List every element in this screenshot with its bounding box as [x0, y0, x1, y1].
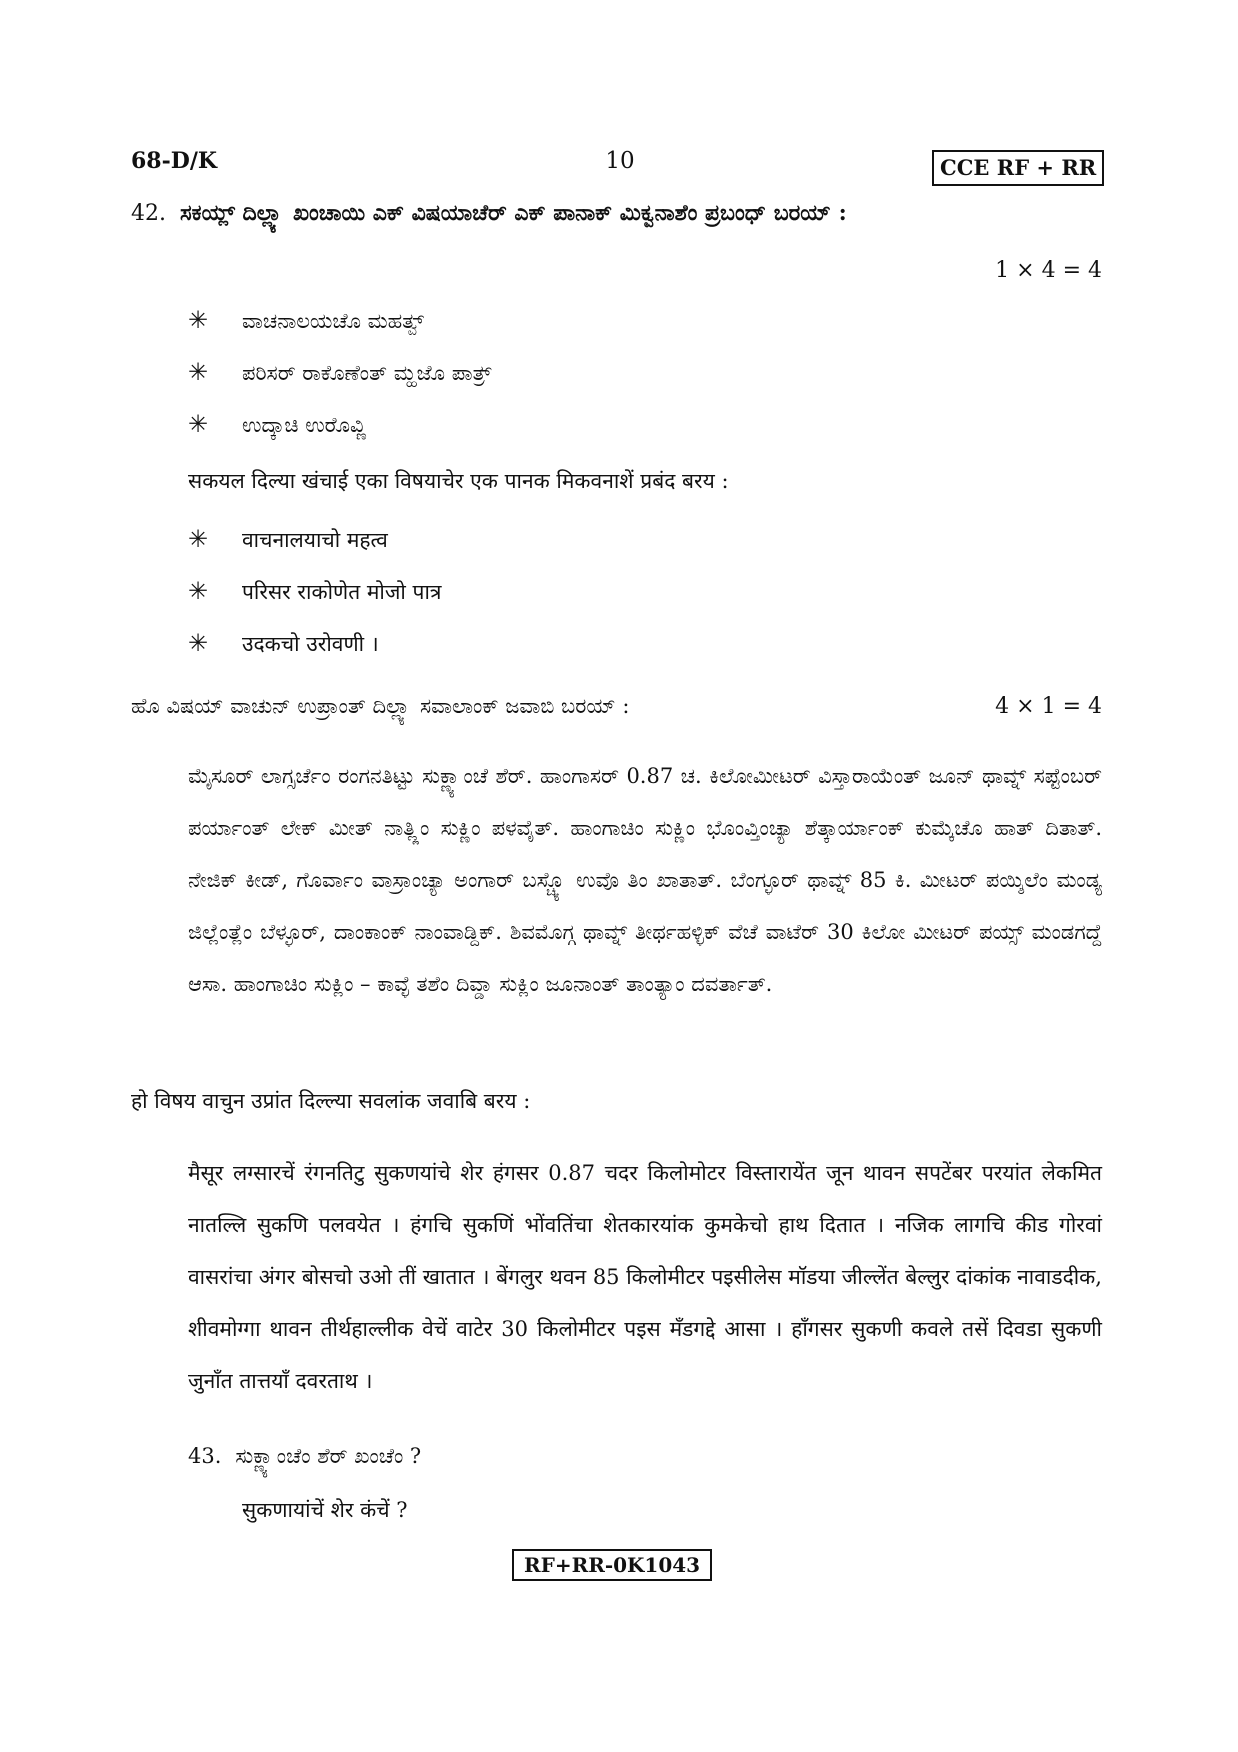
comprehension-intro-kannada: ಹೊ ವಿಷಯ್ ವಾಚುನ್ ಉಪ್ರಾಂತ್ ದಿಲ್ಲ್ಯಾ ಸವಾಲಾಂಕ್ ಜವಾಬಿ ಬರಯ್ :: [131, 694, 630, 718]
asterisk-icon: ✳: [188, 306, 209, 334]
option-item: [188, 410, 367, 438]
footer-code-box: RF+RR-0K1043: [512, 1549, 712, 1581]
paper-code: 68-D/K: [131, 148, 217, 174]
option-text: ಉದ್ಕಾಚಿ ಉರೊವ್ಣಿ: [242, 413, 367, 437]
option-text: उदकचो उरोवणी ।: [242, 632, 379, 656]
marks-q42: 1 × 4 = 4: [995, 258, 1102, 283]
option-text: वाचनालयाचो महत्व: [242, 528, 388, 552]
asterisk-icon: ✳: [188, 358, 209, 386]
asterisk-icon: ✳: [188, 629, 209, 657]
question-text: ಸುಕ್ಣ್ಯಾಂಚೆಂ ಶೆರ್ ಖಂಚೆಂ ?: [235, 1444, 422, 1468]
passage-devanagari: मैसूर लग्सारचें रंगनतिटु सुकणयांचे शेर हंगसर 0.87 चदर किलोमोटर विस्तारायेंत जून थावन सपटेंबर परयांत लेकमित नातल्लि सुकणि पलवयेत । हंगचि सुकणिं भोंवतिंचा शेतकारयांक कुमकेचो हाथ दितात । नजिक लागचि कीड गोरवां वासरांचा अंगर बोसचो उओ तीं खातात । बेंगलुर थवन 85 किलोमीटर पइसीलेस मॉडया जील्लेंत बेल्लुर दांकांक नावाडदीक, शीवमोग्गा थावन तीर्थहाल्लीक वेचें वाटेर 30 किलोमीटर पइस मँडगद्दे आसा । हाँगसर सुकणी कवले तसें दिवडा सुकणी जुनाँत तात्तयाँ दवरताथ ।: [188, 1161, 1102, 1393]
question-42: [131, 200, 847, 226]
option-text: परिसर राकोणेत मोजो पात्र: [242, 580, 442, 604]
question-43: [188, 1444, 421, 1469]
marks-comprehension: 4 × 1 = 4: [995, 694, 1102, 719]
page-number: 10: [605, 148, 635, 174]
question-43-devanagari: सुकणायांचें शेर कंचें ?: [242, 1498, 408, 1522]
passage-kannada: ಮೈಸೂರ್ ಲಾಗ್ಸರ್ಚೆಂ ರಂಗನತಿಟ್ಟು ಸುಕ್ಣ್ಯಾಂಚೆ ಶೆರ್. ಹಾಂಗಾಸರ್ 0.87 ಚ. ಕಿಲೋಮೀಟರ್ ವಿಸ್ತಾರಾಯೆಂತ್ ಜೂನ್ ಥಾವ್ನ್ ಸಪ್ಟೆಂಬರ್ ಪರ್ಯಾಂತ್ ಲೇಕ್ ಮೀತ್ ನಾತ್ಲ್ಲಿಂ ಸುಕ್ಣಿಂ ಪಳವೈತ್. ಹಾಂಗಾಚಿಂ ಸುಕ್ಣಿಂ ಭೊಂವ್ತಿಂಚ್ಯಾ ಶೆತ್ಕಾರ್ಯಾಂಕ್ ಕುಮ್ಕೆಚೊ ಹಾತ್ ದಿತಾತ್. ನೇಜಿಕ್ ಕೀಡ್, ಗೊರ್ವಾಂ ವಾಸ್ರಾಂಚ್ಯಾ ಅಂಗಾರ್ ಬಸ್ಚ್ಯೊ ಉವೊ ತಿಂ ಖಾತಾತ್. ಬೆಂಗ್ಳೂರ್ ಥಾವ್ನ್ 85 ಕಿ. ಮೀಟರ್ ಪಯ್ಶಿಲೆಂ ಮಂಡ್ಯ ಜಿಲ್ಲೆಂತ್ಲೆಂ ಬೆಳ್ಳೂರ್, ದಾಂಕಾಂಕ್ ನಾಂವಾಡ್ದಿಕ್. ಶಿವಮೊಗ್ಗ ಥಾವ್ನ್ ತೀರ್ಥಹಳ್ಳಿಕ್ ವೆಚೆ ವಾಟೆರ್ 30 ಕಿಲೋ ಮೀಟರ್ ಪಯ್ಸ್ ಮಂಡಗದ್ದೆ ಆಸಾ. ಹಾಂಗಾಚಿಂ ಸುಕ್ಲಿಂ – ಕಾವ್ಳೆ ತಶೆಂ ದಿವ್ಡಾ ಸುಕ್ಲಿಂ ಜೂನಾಂತ್ ತಾಂತ್ಯಾಂ ದವರ್ತಾತ್.: [188, 764, 1102, 996]
option-item: [188, 525, 388, 554]
option-text: ವಾಚನಾಲಯಚೊ ಮಹತ್ವ್: [242, 309, 424, 333]
option-text: ಪರಿಸರ್ ರಾಕೊಣೆಂತ್ ಮ್ಹಜೊ ಪಾತ್ರ್: [242, 361, 492, 385]
option-item: [188, 577, 442, 606]
series-box: CCE RF + RR: [932, 150, 1104, 186]
asterisk-icon: ✳: [188, 410, 209, 438]
question-number: 42.: [131, 201, 166, 226]
devanagari-question-text: सकयल दिल्या खंचाई एका विषयाचेर एक पानक मिकवनाशें प्रबंद बरय :: [188, 469, 729, 493]
option-item: [188, 358, 491, 386]
comprehension-intro-devanagari: हो विषय वाचुन उप्रांत दिल्ल्या सवलांक जवाबि बरय :: [131, 1089, 531, 1113]
option-item: [188, 629, 379, 658]
asterisk-icon: ✳: [188, 577, 209, 605]
option-item: [188, 306, 424, 334]
question-number: 43.: [188, 1444, 222, 1468]
question-text: ಸಕಯ್ಲ್ ದಿಲ್ಲ್ಯಾ ಖಂಚಾಯಿ ಎಕ್ ವಿಷಯಾಚೆರ್ ಎಕ್ ಪಾನಾಕ್ ಮಿಕ್ವನಾಶೆಂ ಪ್ರಬಂಧ್ ಬರಯ್ :: [180, 200, 847, 226]
asterisk-icon: ✳: [188, 525, 209, 553]
